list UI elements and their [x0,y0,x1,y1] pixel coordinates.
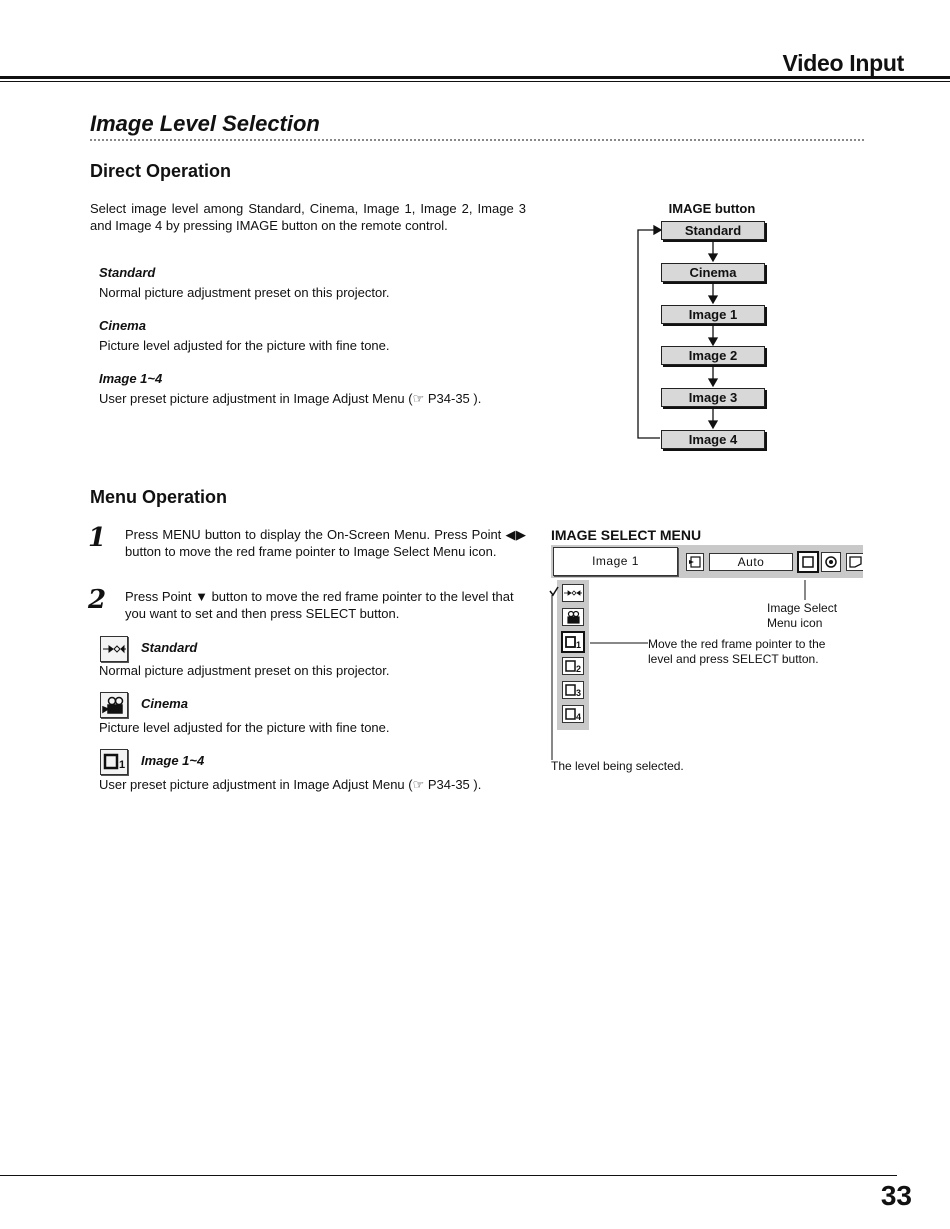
standard-icon [100,636,128,662]
direct-intro: Select image level among Standard, Cinema, Image 1, Image 2, Image 3 and Image 4 by pressing IMAGE button on the remote control. [90,201,526,233]
dotted-divider [90,139,864,141]
page-header-title: Video Input [782,50,904,76]
header-rule [0,76,950,79]
direct-item-desc: Picture level adjusted for the picture with fine tone. [99,338,390,353]
osd-mode: Auto [709,553,793,571]
direct-item-title: Standard [99,265,156,280]
image-1-icon-number: 1 [119,759,126,771]
flow-box-image-2: Image 2 [661,346,765,365]
annotation-select-icon: Image Select Menu icon [767,601,838,630]
flow-box-standard: Standard [661,221,765,240]
image-select-menu-icon [797,551,819,573]
flow-box-image-3: Image 3 [661,388,765,407]
flow-arrows [630,218,780,458]
direct-item-desc: User preset picture adjustment in Image Adjust Menu (☞ P34-35 ). [99,391,482,406]
annotation-selected: The level being selected. [551,759,684,773]
direct-operation-heading: Direct Operation [90,161,232,181]
step-number: 2 [88,585,107,615]
screen-icon [846,553,863,571]
direct-item-desc: Normal picture adjustment preset on this projector. [99,285,390,300]
step-text: Press Point ▼ button to move the red frame pointer to the level that you want to set and then press SELECT button. [125,589,514,621]
footer-rule [0,1175,897,1176]
level-number: 1 [576,640,582,650]
osd-menu-bar [551,545,863,578]
menu-item-desc: User preset picture adjustment in Image Adjust Menu (☞ P34-35 ). [99,777,482,792]
cinema-icon [100,692,128,718]
direct-item-title: Cinema [99,318,146,333]
level-number: 2 [576,664,582,674]
level-number: 4 [576,712,582,722]
check-mark-icon [550,587,558,595]
menu-item-title: Cinema [141,696,188,711]
flow-box-cinema: Cinema [661,263,765,282]
header-rule-thin [0,81,950,82]
page-number: 33 [880,1180,912,1211]
flow-box-image-4: Image 4 [661,430,765,449]
menu-item-title: Standard [141,640,198,655]
menu-item-title: Image 1~4 [141,753,205,768]
step-number: 1 [88,523,107,553]
image-adjust-icon [821,552,841,572]
flow-box-image-1: Image 1 [661,305,765,324]
annotation-pointer: Move the red frame pointer to the level and press SELECT button. [648,637,826,666]
image-1-icon [100,749,128,775]
osd-title: IMAGE SELECT MENU [551,527,702,543]
menu-item-desc: Normal picture adjustment preset on this projector. [99,663,390,678]
flow-label: IMAGE button [668,201,756,216]
osd-current-level: Image 1 [553,547,678,576]
step-text: Press MENU button to display the On-Screen Menu. Press Point ◀▶ button to move the red frame pointer to Image Select Menu icon. [125,527,526,559]
section-title: Image Level Selection [90,111,320,136]
level-number: 3 [576,688,582,698]
menu-item-desc: Picture level adjusted for the picture with fine tone. [99,720,390,735]
menu-operation-heading: Menu Operation [90,487,228,507]
input-icon [686,553,704,571]
direct-item-title: Image 1~4 [99,371,163,386]
